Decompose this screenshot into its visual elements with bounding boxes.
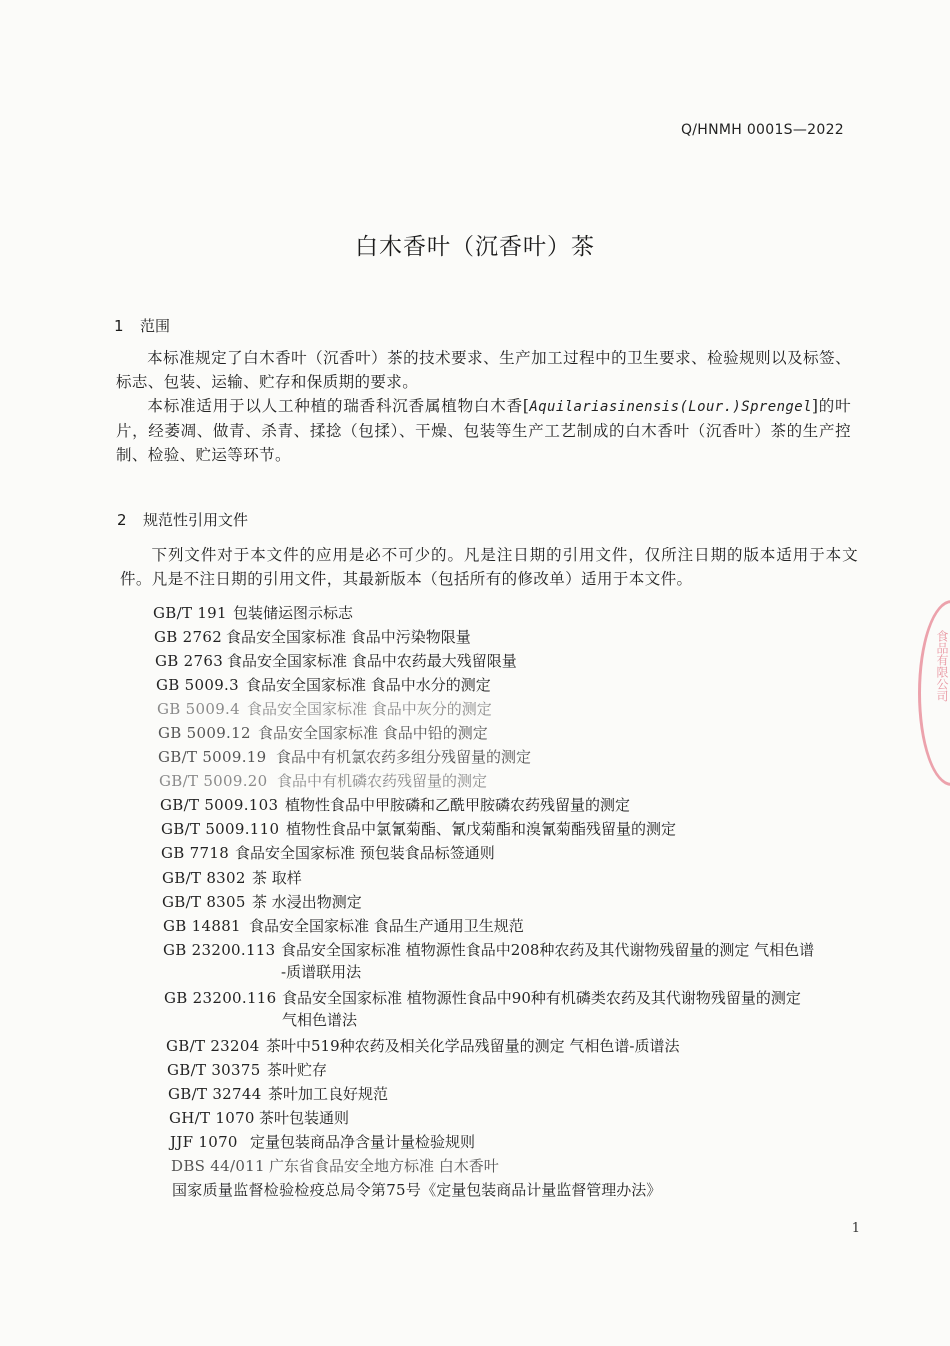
reference-code: GB 7718 [161, 844, 230, 862]
reference-item [162, 891, 362, 912]
section-number: 2 [117, 511, 127, 529]
reference-title: 茶 水浸出物测定 [252, 893, 362, 911]
reference-code: GB/T 5009.19 [158, 748, 267, 766]
reference-title: 植物性食品中甲胺磷和乙酰甲胺磷农药残留量的测定 [285, 796, 631, 814]
reference-item [162, 867, 302, 888]
reference-item [164, 987, 801, 1030]
reference-code: GB/T 8305 [162, 893, 246, 911]
reference-item [153, 602, 353, 623]
reference-item [154, 626, 471, 647]
reference-item [159, 770, 487, 791]
page-number: 1 [851, 1221, 860, 1236]
reference-title: 食品中有机氯农药多组分残留量的测定 [276, 748, 532, 766]
reference-title-continuation: -质谱联用法 [281, 963, 362, 981]
reference-code: 国家质量监督检验检疫总局令第75号 [172, 1181, 422, 1199]
reference-title: 植物性食品中氯氰菊酯、氰戊菊酯和溴氰菊酯残留量的测定 [286, 820, 677, 838]
reference-title: 食品安全国家标准 食品中灰分的测定 [247, 700, 492, 718]
reference-item [163, 939, 814, 982]
reference-code: JJF 1070 [170, 1133, 238, 1151]
reference-title-continuation: 气相色谱法 [282, 1011, 358, 1029]
section-1-heading [114, 315, 170, 336]
reference-title: 食品安全国家标准 预包装食品标签通则 [235, 844, 495, 862]
section-1-paragraph-1: 本标准规定了白木香叶（沉香叶）茶的技术要求、生产加工过程中的卫生要求、检验规则以及标签、标志、包装、运输、贮存和保质期的要求。 [116, 349, 851, 391]
reference-title: 包装储运图示标志 [233, 604, 354, 622]
reference-code: GB/T 191 [153, 604, 227, 622]
reference-code: GB 2762 [154, 628, 223, 646]
reference-item [171, 1155, 499, 1176]
reference-code: GH/T 1070 [169, 1109, 255, 1127]
seal-text: 食品有限公司 [935, 630, 949, 702]
reference-code: GB 5009.12 [158, 724, 251, 742]
reference-title: 《定量包装商品计量监督管理办法》 [421, 1181, 662, 1199]
reference-title: 茶叶中519种农药及相关化学品残留量的测定 气相色谱-质谱法 [266, 1037, 680, 1055]
reference-title: 食品安全国家标准 食品中污染物限量 [226, 628, 471, 646]
reference-code: GB 5009.4 [157, 700, 240, 718]
reference-item [157, 698, 492, 719]
reference-title: 食品安全国家标准 食品中铅的测定 [258, 724, 488, 742]
reference-title: 食品安全国家标准 食品中农药最大残留限量 [227, 652, 517, 670]
section-title: 规范性引用文件 [143, 511, 249, 529]
reference-title: 食品安全国家标准 植物源性食品中90种有机磷类农药及其代谢物残留量的测定 [282, 989, 801, 1007]
standard-code: Q/HNMH 0001S—2022 [680, 122, 844, 138]
reference-item [161, 818, 676, 839]
reference-item [169, 1107, 349, 1128]
reference-title: 定量包装商品净含量计量检验规则 [250, 1133, 476, 1151]
reference-item [172, 1179, 661, 1200]
reference-code: GB 5009.3 [156, 676, 239, 694]
reference-title: 广东省食品安全地方标准 白木香叶 [269, 1157, 499, 1175]
reference-title: 茶叶加工良好规范 [268, 1085, 389, 1103]
reference-code: GB/T 5009.110 [161, 820, 280, 838]
section-number: 1 [114, 317, 124, 335]
reference-code: GB 23200.116 [164, 989, 277, 1007]
reference-title: 食品安全国家标准 食品中水分的测定 [246, 676, 491, 694]
reference-item [167, 1059, 327, 1080]
reference-title: 食品中有机磷农药残留量的测定 [277, 772, 488, 790]
document-title: 白木香叶（沉香叶）茶 [355, 234, 595, 260]
reference-item [158, 722, 488, 743]
section-2-heading [117, 509, 248, 530]
reference-code: GB/T 8302 [162, 869, 246, 887]
reference-item [160, 794, 630, 815]
reference-item [156, 674, 491, 695]
reference-code: GB/T 23204 [166, 1037, 260, 1055]
section-2-intro: 下列文件对于本文件的应用是必不可少的。凡是注日期的引用文件，仅所注日期的版本适用于本文件。凡是不注日期的引用文件，其最新版本（包括所有的修改单）适用于本文件。 [120, 546, 858, 588]
reference-title: 茶 取样 [252, 869, 302, 887]
reference-title: 茶叶包装通则 [259, 1109, 350, 1127]
reference-title: 食品安全国家标准 食品生产通用卫生规范 [249, 917, 524, 935]
section-title: 范围 [140, 317, 171, 335]
reference-item [168, 1083, 388, 1104]
reference-item [166, 1035, 679, 1056]
reference-item [163, 915, 524, 936]
reference-code: GB/T 30375 [167, 1061, 261, 1079]
latin-name: Aquilariasinensis(Lour.)Sprengel [529, 399, 812, 415]
reference-code: GB/T 32744 [168, 1085, 262, 1103]
reference-code: GB 14881 [163, 917, 241, 935]
reference-code: GB/T 5009.20 [159, 772, 268, 790]
reference-item [158, 746, 531, 767]
reference-code: GB/T 5009.103 [160, 796, 279, 814]
reference-code: GB 23200.113 [163, 941, 276, 959]
reference-title: 茶叶贮存 [267, 1061, 328, 1079]
section-1-paragraph-2: 本标准适用于以人工种植的瑞香科沉香属植物白木香[Aquilariasinensis(Lour.)Sprengel]的叶片，经萎凋、做青、杀青、揉捻（包揉）、干燥、包装等生产工艺制成的白木香叶（沉香叶）茶的生产控制、检验、贮运等环节。 [116, 397, 852, 464]
reference-code: GB 2763 [155, 652, 224, 670]
reference-item [155, 650, 517, 671]
reference-title: 食品安全国家标准 植物源性食品中208种农药及其代谢物残留量的测定 气相色谱 [281, 941, 815, 959]
reference-item [161, 842, 495, 863]
reference-item [170, 1131, 475, 1152]
reference-code: DBS 44/011 [171, 1157, 265, 1175]
